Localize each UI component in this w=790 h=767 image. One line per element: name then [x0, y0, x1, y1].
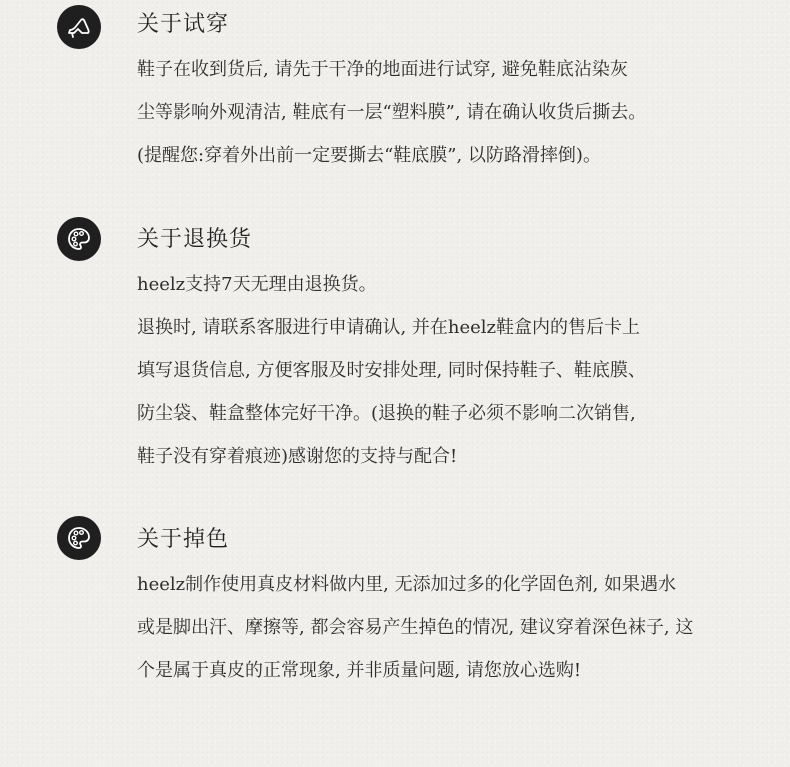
body-line: (提醒您:穿着外出前一定要撕去“鞋底膜”, 以防路滑摔倒)。 [137, 145, 601, 166]
palette-icon [57, 217, 101, 261]
body-line: 尘等影响外观清洁, 鞋底有一层“塑料膜”, 请在确认收货后撕去。 [137, 102, 647, 123]
section-title: 关于试穿 [137, 12, 230, 37]
section-body [137, 263, 737, 478]
section-body [137, 48, 737, 177]
body-line: 防尘袋、鞋盒整体完好干净。(退换的鞋子必须不影响二次销售, [137, 403, 636, 424]
high-heel-icon [57, 5, 101, 49]
palette-icon [57, 516, 101, 560]
body-line: 或是脚出汗、摩擦等, 都会容易产生掉色的情况, 建议穿着深色袜子, 这 [137, 617, 694, 638]
section-title: 关于掉色 [137, 527, 230, 552]
body-line: 填写退货信息, 方便客服及时安排处理, 同时保持鞋子、鞋底膜、 [137, 360, 646, 381]
body-line: 鞋子没有穿着痕迹)感谢您的支持与配合! [137, 446, 458, 467]
section-title: 关于退换货 [137, 227, 253, 252]
body-line: heelz支持7天无理由退换货。 [137, 274, 377, 295]
body-line: 鞋子在收到货后, 请先于干净的地面进行试穿, 避免鞋底沾染灰 [137, 59, 628, 80]
section-body [137, 563, 737, 692]
body-line: 个是属于真皮的正常现象, 并非质量问题, 请您放心选购! [137, 660, 582, 681]
body-line: 退换时, 请联系客服进行申请确认, 并在heelz鞋盒内的售后卡上 [137, 317, 641, 338]
body-line: heelz制作使用真皮材料做内里, 无添加过多的化学固色剂, 如果遇水 [137, 574, 677, 595]
